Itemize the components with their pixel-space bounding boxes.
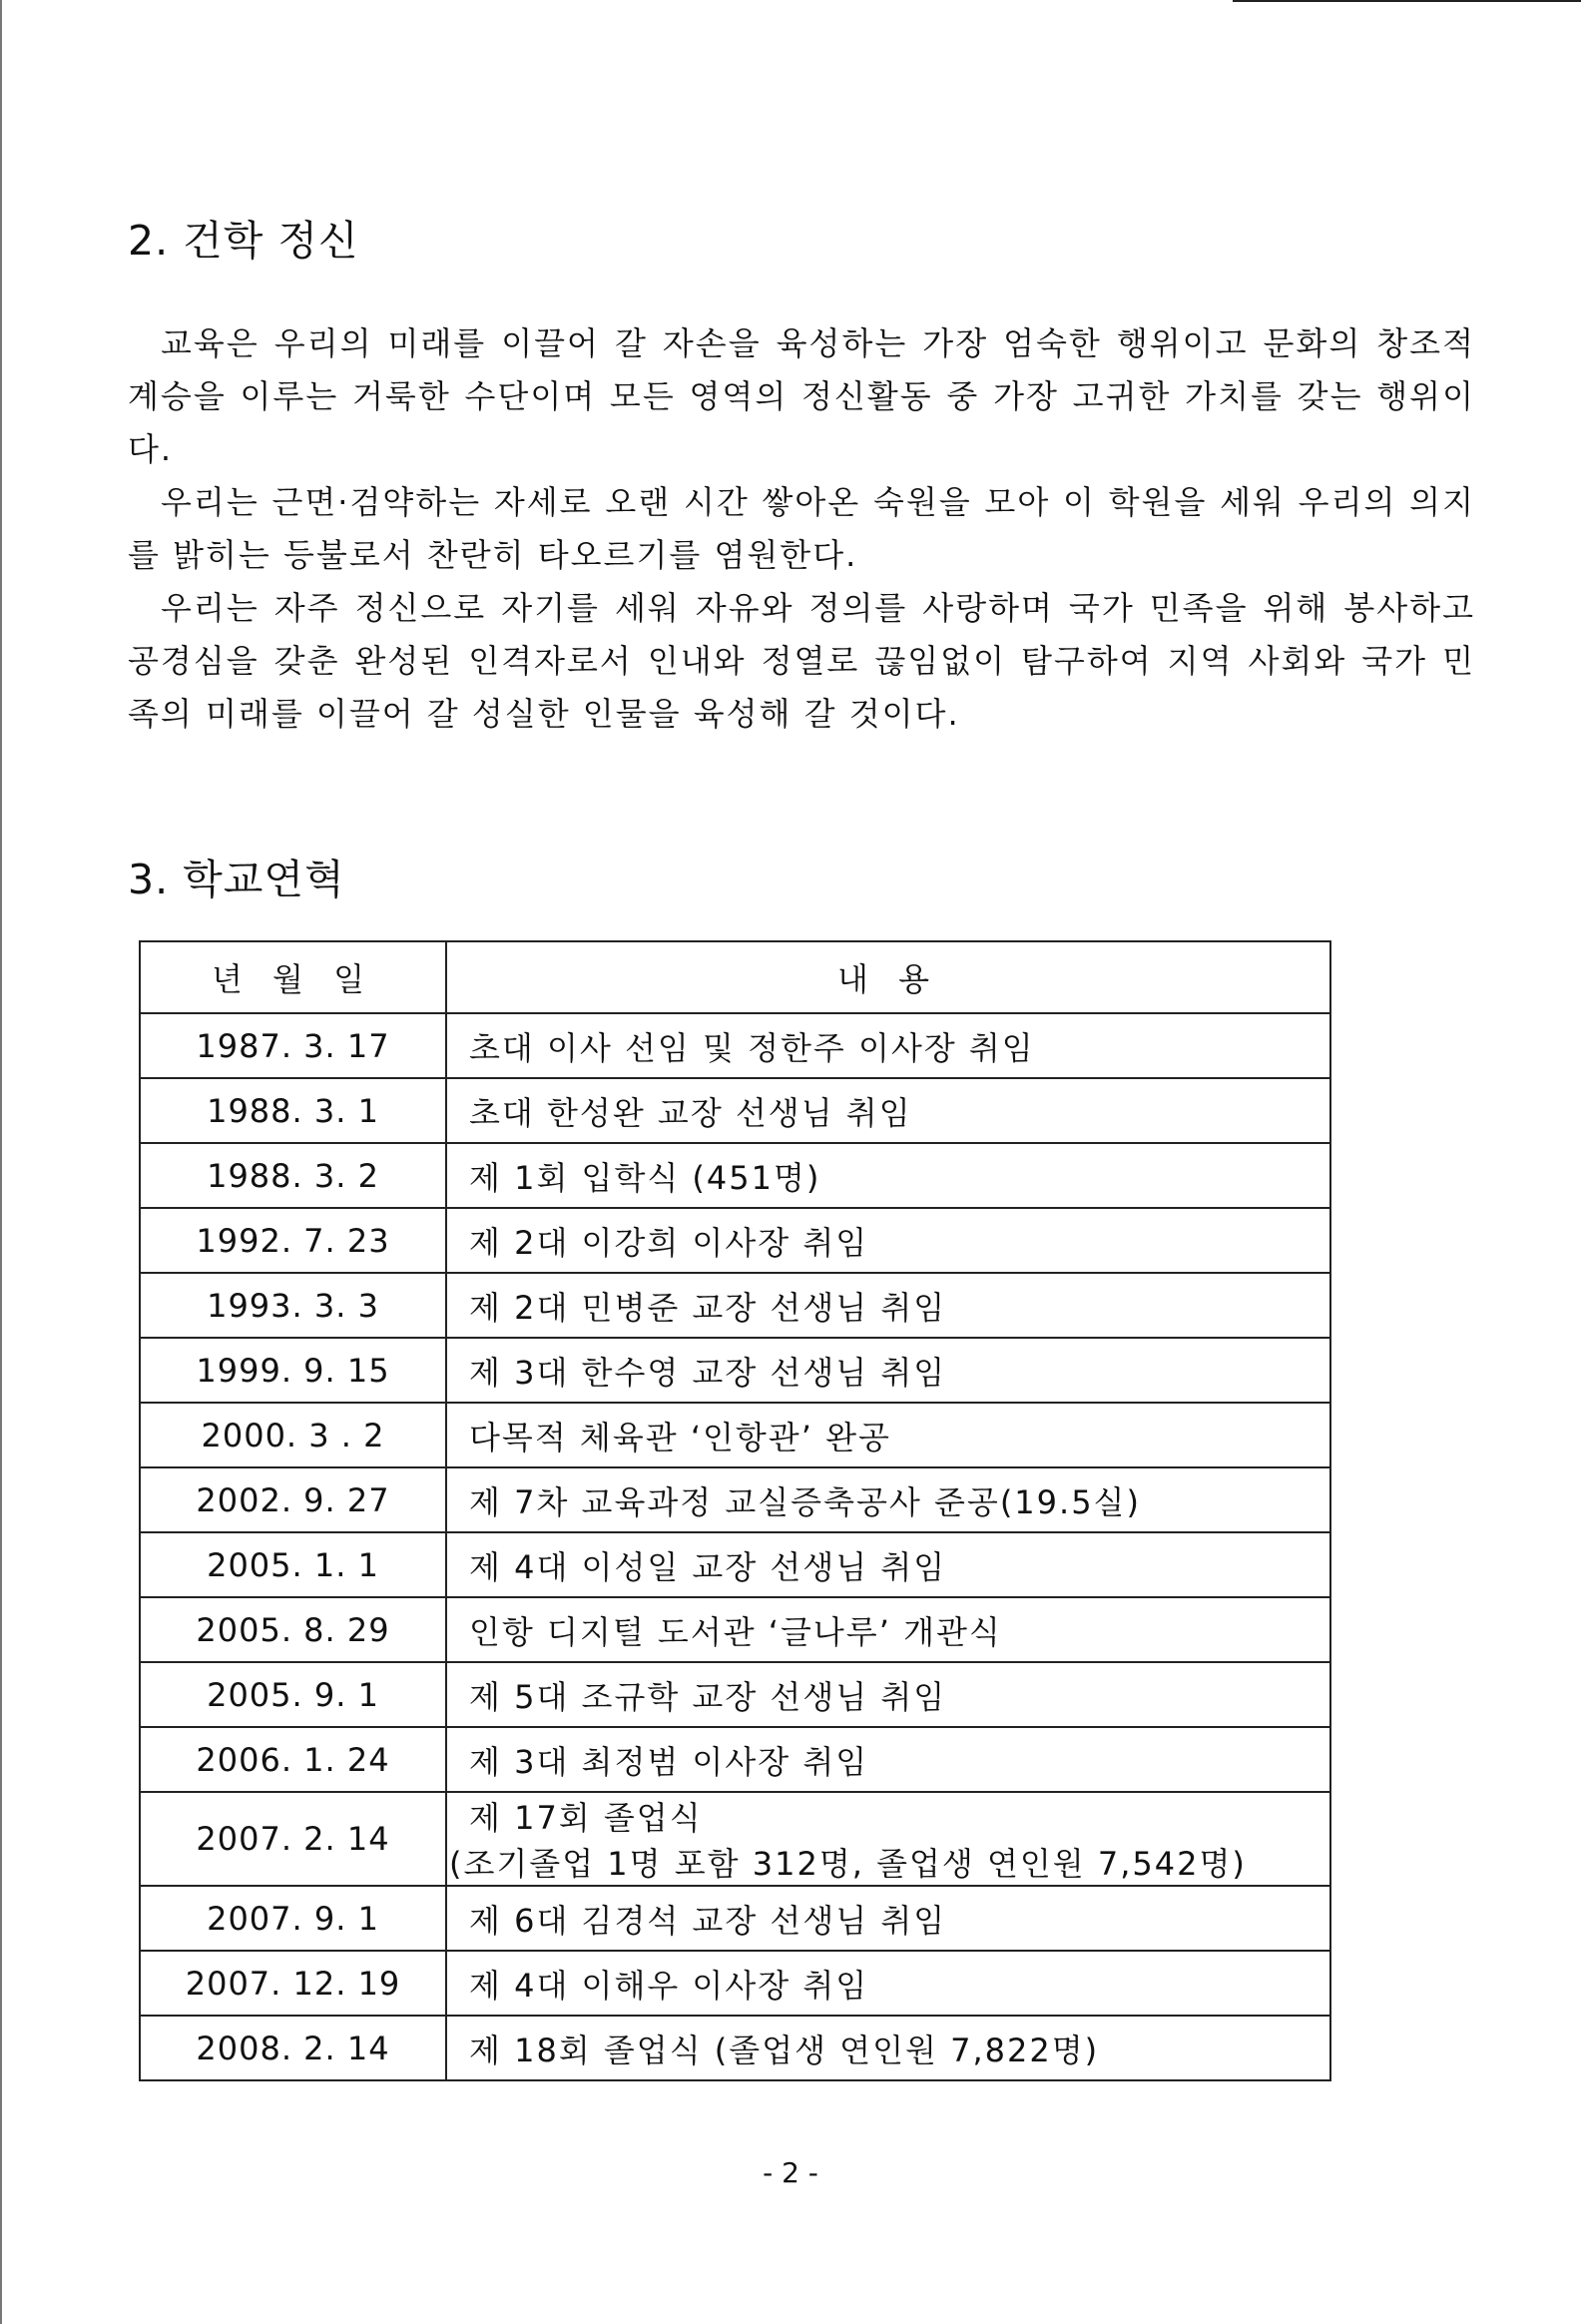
table-row (140, 1532, 1330, 1597)
row-content: 다목적 체육관 ‘인항관’ 완공 (446, 1403, 1330, 1467)
paragraph: 교육은 우리의 미래를 이끌어 갈 자손을 육성하는 가장 엄숙한 행위이고 문화의 창조적 계승을 이루는 거룩한 수단이며 모든 영역의 정신활동 중 가장 고귀한 가치를 갖는 행위이다. (128, 324, 1475, 468)
row-content: 제 1회 입학식 (451명) (446, 1143, 1330, 1208)
table-row (140, 2016, 1330, 2080)
paragraph: 우리는 자주 정신으로 자기를 세워 자유와 정의를 사랑하며 국가 민족을 위해 봉사하고 공경심을 갖춘 완성된 인격자로서 인내와 정열로 끊임없이 탐구하여 지역 사회와 국가 민족의 미래를 이끌어 갈 성실한 인물을 육성해 갈 것이다. (128, 589, 1475, 733)
top-rule (1233, 0, 1581, 2)
table-row (140, 1273, 1330, 1338)
row-content: 인항 디지털 도서관 ‘글나루’ 개관식 (446, 1597, 1330, 1662)
row-content: 제 4대 이성일 교장 선생님 취임 (446, 1532, 1330, 1597)
row-date: 2007. 2. 14 (140, 1792, 446, 1886)
page-number: - 2 - (763, 2156, 818, 2189)
column-header-date: 년 월 일 (140, 941, 446, 1013)
table-row (140, 1403, 1330, 1467)
row-content: 제 6대 김경석 교장 선생님 취임 (446, 1886, 1330, 1951)
row-date: 1988. 3. 2 (140, 1143, 446, 1208)
table-row (140, 1013, 1330, 1078)
row-content: 제 18회 졸업식 (졸업생 연인원 7,822명) (446, 2016, 1330, 2080)
table-row (140, 1951, 1330, 2016)
table-row (140, 1792, 1330, 1886)
row-content: 제 2대 민병준 교장 선생님 취임 (446, 1273, 1330, 1338)
paragraph: 우리는 근면·검약하는 자세로 오랜 시간 쌓아온 숙원을 모아 이 학원을 세워 우리의 의지를 밝히는 등불로서 찬란히 타오르기를 염원한다. (128, 483, 1475, 574)
row-content: 제 4대 이해우 이사장 취임 (446, 1951, 1330, 2016)
table-header-row (140, 941, 1330, 1013)
row-content-line: (조기졸업 1명 포함 312명, 졸업생 연인원 7,542명) (449, 1845, 1247, 1883)
table-row (140, 1886, 1330, 1951)
row-date: 1987. 3. 17 (140, 1013, 446, 1078)
row-content: 제 3대 최정범 이사장 취임 (446, 1727, 1330, 1792)
table-row (140, 1727, 1330, 1792)
row-date: 1992. 7. 23 (140, 1208, 446, 1273)
row-content: 제 5대 조규학 교장 선생님 취임 (446, 1662, 1330, 1727)
row-date: 1988. 3. 1 (140, 1078, 446, 1143)
row-date: 2007. 9. 1 (140, 1886, 446, 1951)
table-row (140, 1078, 1330, 1143)
row-date: 2005. 8. 29 (140, 1597, 446, 1662)
column-header-content: 내 용 (446, 941, 1330, 1013)
row-content-line: 제 17회 졸업식 (469, 1799, 703, 1837)
table-row (140, 1597, 1330, 1662)
row-date: 2005. 9. 1 (140, 1662, 446, 1727)
row-date: 2005. 1. 1 (140, 1532, 446, 1597)
row-date: 2007. 12. 19 (140, 1951, 446, 2016)
row-content: 제 2대 이강희 이사장 취임 (446, 1208, 1330, 1273)
row-content: 제 3대 한수영 교장 선생님 취임 (446, 1338, 1330, 1403)
founding-spirit-heading: 2. 건학 정신 (128, 217, 359, 265)
table-row (140, 1143, 1330, 1208)
row-date: 2006. 1. 24 (140, 1727, 446, 1792)
table-row (140, 1208, 1330, 1273)
table-row (140, 1338, 1330, 1403)
school-history-heading: 3. 학교연혁 (128, 856, 345, 903)
row-date: 2002. 9. 27 (140, 1467, 446, 1532)
row-date: 2008. 2. 14 (140, 2016, 446, 2080)
row-date: 1999. 9. 15 (140, 1338, 446, 1403)
row-content: 초대 한성완 교장 선생님 취임 (446, 1078, 1330, 1143)
school-history-table (139, 940, 1331, 2081)
row-content (446, 1792, 1330, 1886)
row-date: 2000. 3 . 2 (140, 1403, 446, 1467)
row-content: 초대 이사 선임 및 정한주 이사장 취임 (446, 1013, 1330, 1078)
row-content: 제 7차 교육과정 교실증축공사 준공(19.5실) (446, 1467, 1330, 1532)
founding-spirit-body (128, 317, 1475, 741)
row-date: 1993. 3. 3 (140, 1273, 446, 1338)
page-left-edge (0, 0, 2, 2324)
table-row (140, 1662, 1330, 1727)
table-row (140, 1467, 1330, 1532)
